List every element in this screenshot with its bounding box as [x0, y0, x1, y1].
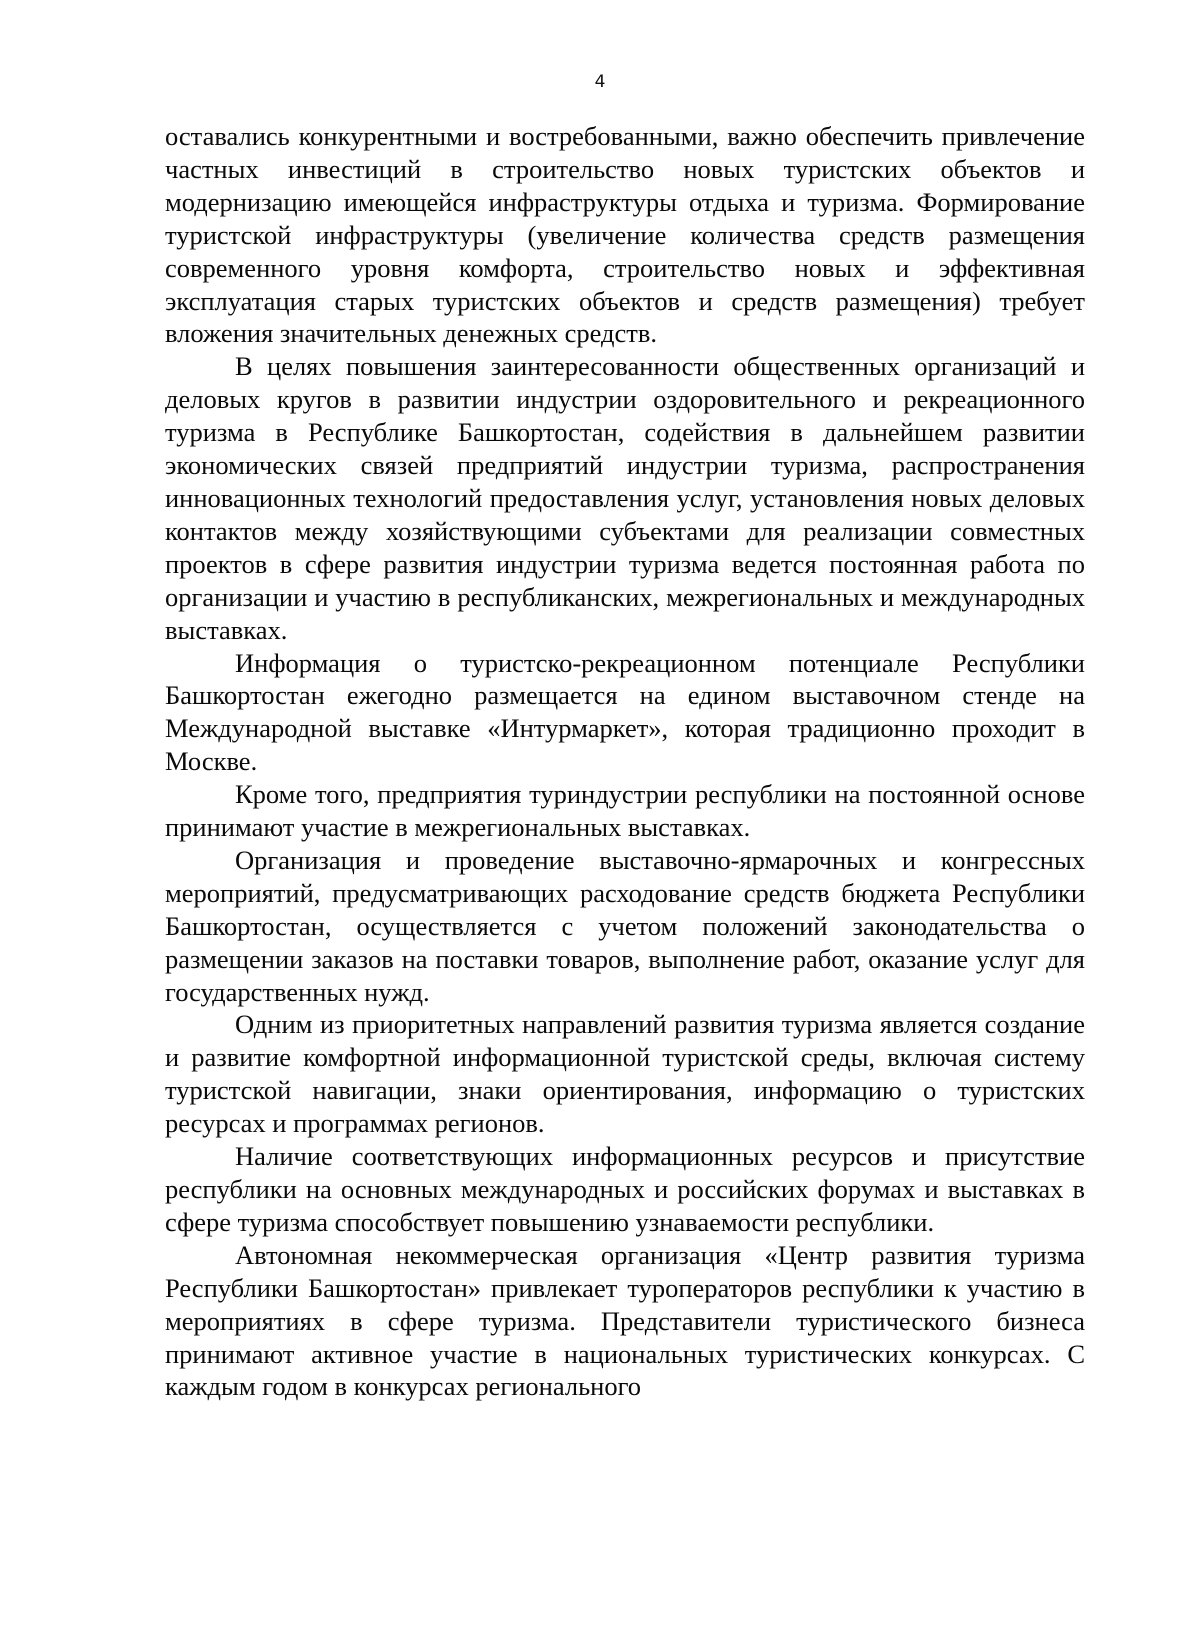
page-number: 4: [594, 72, 606, 92]
document-body: [165, 120, 1085, 1403]
paragraph-interregional: Кроме того, предприятия туриндустрии республики на постоянной основе принимают участие в межрегиональных выставках.: [165, 779, 1085, 843]
paragraph-continuation: оставались конкурентными и востребованными, важно обеспечить привлечение частных инвестиций в строительство новых туристских объектов и модернизацию имеющейся инфраструктуры отдыха и туризма. Формирование туристской инфраструктуры (увеличение количества средств размещения современного уровня комфорта, строительство новых и эффективная эксплуатация старых туристских объектов и средств размещения) требует вложения значительных денежных средств.: [165, 121, 1085, 349]
paragraph-tourism-center: Автономная некоммерческая организация «Центр развития туризма Республики Башкортостан» привлекает туроператоров республики к участию в мероприятиях в сфере туризма. Представители туристического бизнеса принимают активное участие в национальных туристических конкурсах. С каждым годом в конкурсах регионального: [165, 1239, 1085, 1402]
paragraph-organization-budget: Организация и проведение выставочно-ярмарочных и конгрессных мероприятий, предусматривающих расходование средств бюджета Республики Башкортостан, осуществляется с учетом положений законодательства о размещении заказов на поставки товаров, выполнение работ, оказание услуг для государственных нужд.: [165, 844, 1085, 1007]
paragraph-intourmarket: Информация о туристско-рекреационном потенциале Республики Башкортостан ежегодно размещается на едином выставочном стенде на Международной выставке «Интурмаркет», которая традиционно проходит в Москве.: [165, 647, 1085, 777]
paragraph-exhibitions-work: В целях повышения заинтересованности общественных организаций и деловых кругов в развитии индустрии оздоровительного и рекреационного туризма в Республике Башкортостан, содействия в дальнейшем развитии экономических связей предприятий индустрии туризма, распространения инновационных технологий предоставления услуг, установления новых деловых контактов между хозяйствующими субъектами для реализации совместных проектов в сфере развития индустрии туризма ведется постоянная работа по организации и участию в республиканских, межрегиональных и международных выставках.: [165, 351, 1085, 645]
paragraph-recognition: Наличие соответствующих информационных ресурсов и присутствие республики на основных международных и российских форумах и выставках в сфере туризма способствует повышению узнаваемости республики.: [165, 1141, 1085, 1237]
paragraph-information-environment: Одним из приоритетных направлений развития туризма является создание и развитие комфортной информационной туристской среды, включая систему туристской навигации, знаки ориентирования, информацию о туристских ресурсах и программах регионов.: [165, 1009, 1085, 1139]
